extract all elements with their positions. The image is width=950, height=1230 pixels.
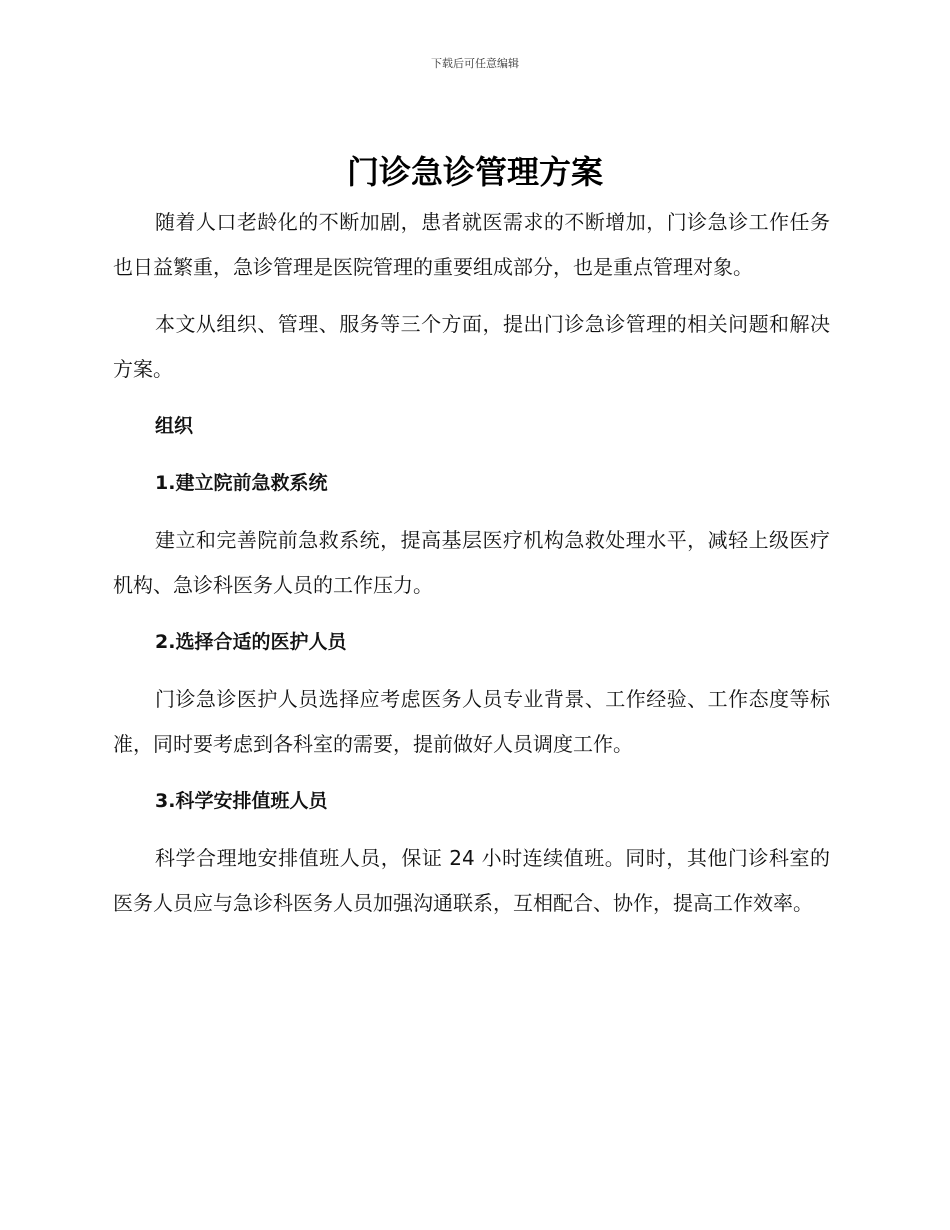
document-body [113, 200, 830, 938]
item-paragraph-3: 科学合理地安排值班人员，保证 24 小时连续值班。同时，其他门诊科室的医务人员应与急诊科医务人员加强沟通联系，互相配合、协作，提高工作效率。 [113, 846, 830, 915]
item-heading-2: 2.选择合适的医护人员 [155, 631, 347, 653]
header-note: 下载后可任意编辑 [431, 57, 519, 70]
section-heading-organization: 组织 [155, 415, 194, 437]
item-paragraph-2: 门诊急诊医护人员选择应考虑医务人员专业背景、工作经验、工作态度等标准，同时要考虑到各科室的需要，提前做好人员调度工作。 [113, 687, 830, 756]
item-heading-1: 1.建立院前急救系统 [155, 472, 328, 494]
intro-paragraph-1: 随着人口老龄化的不断加剧，患者就医需求的不断增加，门诊急诊工作任务也日益繁重，急诊管理是医院管理的重要组成部分，也是重点管理对象。 [113, 210, 830, 279]
document-title: 门诊急诊管理方案 [346, 153, 603, 191]
item-heading-3: 3.科学安排值班人员 [155, 790, 328, 812]
item-paragraph-1: 建立和完善院前急救系统，提高基层医疗机构急救处理水平，减轻上级医疗机构、急诊科医务人员的工作压力。 [113, 528, 830, 597]
intro-paragraph-2: 本文从组织、管理、服务等三个方面，提出门诊急诊管理的相关问题和解决方案。 [113, 312, 830, 381]
